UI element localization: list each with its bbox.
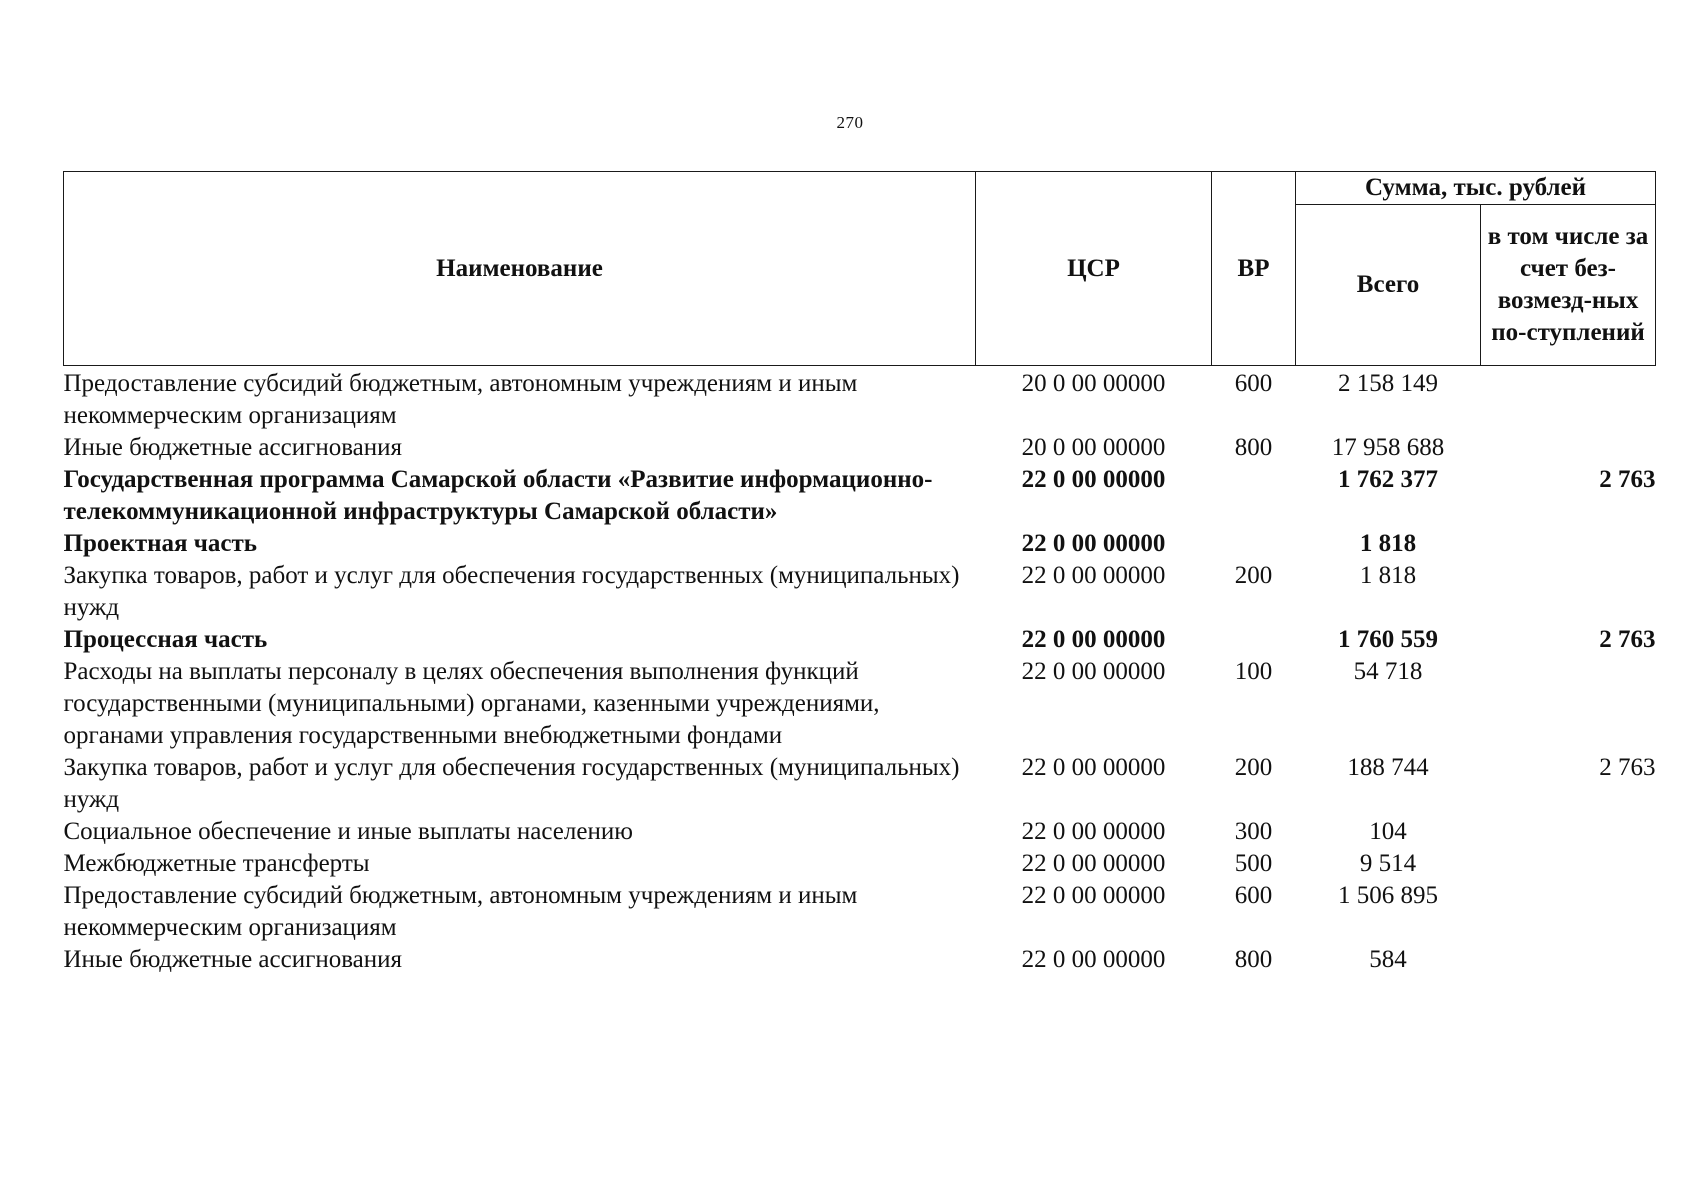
row-name: Социальное обеспечение и иные выплаты населению — [63, 818, 633, 845]
table-row — [64, 944, 1656, 976]
row-grant — [1481, 816, 1656, 848]
row-grant: 2 763 — [1599, 466, 1656, 493]
page-number: 270 — [836, 113, 864, 132]
row-grant: 2 763 — [1599, 626, 1656, 653]
row-vr — [1212, 624, 1296, 656]
row-grant: 2 763 — [1599, 754, 1656, 781]
row-grant — [1481, 560, 1656, 624]
table-body — [64, 366, 1656, 977]
row-total: 54 718 — [1353, 658, 1423, 685]
row-csr: 22 0 00 00000 — [1021, 530, 1166, 557]
row-vr: 600 — [1234, 370, 1273, 397]
row-name: Закупка товаров, работ и услуг для обеспечения государственных (муниципальных) нужд — [63, 754, 960, 813]
row-grant — [1481, 432, 1656, 464]
table-row — [64, 816, 1656, 848]
header-csr: ЦСР — [976, 172, 1212, 366]
row-total: 1 762 377 — [1338, 466, 1438, 493]
row-grant — [1481, 656, 1656, 752]
row-csr: 22 0 00 00000 — [1021, 850, 1166, 877]
row-name: Расходы на выплаты персоналу в целях обеспечения выполнения функций государственными (муниципальными) органами, казенными учреждениями, органами управления государственными внебюджетными фондами — [63, 658, 880, 749]
row-grant — [1481, 366, 1656, 433]
row-name: Предоставление субсидий бюджетным, автономным учреждениям и иным некоммерческим организациям — [63, 370, 858, 429]
row-total: 584 — [1369, 946, 1407, 973]
row-csr: 22 0 00 00000 — [1021, 658, 1166, 685]
table-row — [64, 464, 1656, 528]
row-total: 1 760 559 — [1338, 626, 1438, 653]
row-csr: 22 0 00 00000 — [1021, 562, 1166, 589]
row-name: Предоставление субсидий бюджетным, автономным учреждениям и иным некоммерческим организациям — [63, 882, 858, 941]
row-total: 17 958 688 — [1331, 434, 1445, 461]
table-row — [64, 656, 1656, 752]
row-csr: 22 0 00 00000 — [1021, 754, 1166, 781]
row-vr: 200 — [1234, 562, 1273, 589]
budget-table — [63, 171, 1656, 976]
row-csr: 22 0 00 00000 — [1021, 626, 1166, 653]
table-row — [64, 528, 1656, 560]
row-name: Государственная программа Самарской области «Развитие информационно-телекоммуникационной инфраструктуры Самарской области» — [63, 466, 933, 525]
row-vr: 200 — [1234, 754, 1273, 781]
row-vr — [1212, 528, 1296, 560]
row-grant — [1481, 944, 1656, 976]
row-name: Процессная часть — [63, 626, 268, 653]
table-row — [64, 560, 1656, 624]
row-name: Иные бюджетные ассигнования — [63, 434, 403, 461]
row-name: Иные бюджетные ассигнования — [63, 946, 403, 973]
row-vr: 800 — [1234, 434, 1273, 461]
row-vr: 800 — [1234, 946, 1273, 973]
row-csr: 22 0 00 00000 — [1021, 882, 1166, 909]
row-total: 1 818 — [1359, 562, 1417, 589]
row-vr: 100 — [1234, 658, 1273, 685]
table-row — [64, 366, 1656, 433]
row-csr: 20 0 00 00000 — [1021, 434, 1166, 461]
header-name: Наименование — [64, 172, 976, 366]
header-vr: ВР — [1212, 172, 1296, 366]
row-csr: 22 0 00 00000 — [1021, 946, 1166, 973]
row-csr: 22 0 00 00000 — [1021, 818, 1166, 845]
row-grant — [1481, 880, 1656, 944]
header-grant: в том числе за счет без-возмезд-ных по-ступлений — [1481, 205, 1656, 366]
row-name: Межбюджетные трансферты — [63, 850, 370, 877]
row-csr: 22 0 00 00000 — [1021, 466, 1166, 493]
row-total: 9 514 — [1359, 850, 1417, 877]
row-grant — [1481, 848, 1656, 880]
row-total: 2 158 149 — [1338, 370, 1438, 397]
row-total: 1 506 895 — [1338, 882, 1438, 909]
table-row — [64, 432, 1656, 464]
row-name: Проектная часть — [63, 530, 258, 557]
row-vr: 600 — [1234, 882, 1273, 909]
row-name: Закупка товаров, работ и услуг для обеспечения государственных (муниципальных) нужд — [63, 562, 960, 621]
table-row — [64, 880, 1656, 944]
row-total: 188 744 — [1347, 754, 1429, 781]
row-csr: 20 0 00 00000 — [1021, 370, 1166, 397]
row-grant — [1481, 528, 1656, 560]
row-vr: 500 — [1234, 850, 1273, 877]
header-total: Всего — [1296, 205, 1481, 366]
row-total: 104 — [1369, 818, 1407, 845]
header-sum-group: Сумма, тыс. рублей — [1296, 172, 1656, 205]
row-vr — [1212, 464, 1296, 528]
row-total: 1 818 — [1359, 530, 1417, 557]
row-vr: 300 — [1234, 818, 1273, 845]
table-row — [64, 752, 1656, 816]
table-header — [64, 172, 1656, 366]
table-row — [64, 624, 1656, 656]
table-row — [64, 848, 1656, 880]
